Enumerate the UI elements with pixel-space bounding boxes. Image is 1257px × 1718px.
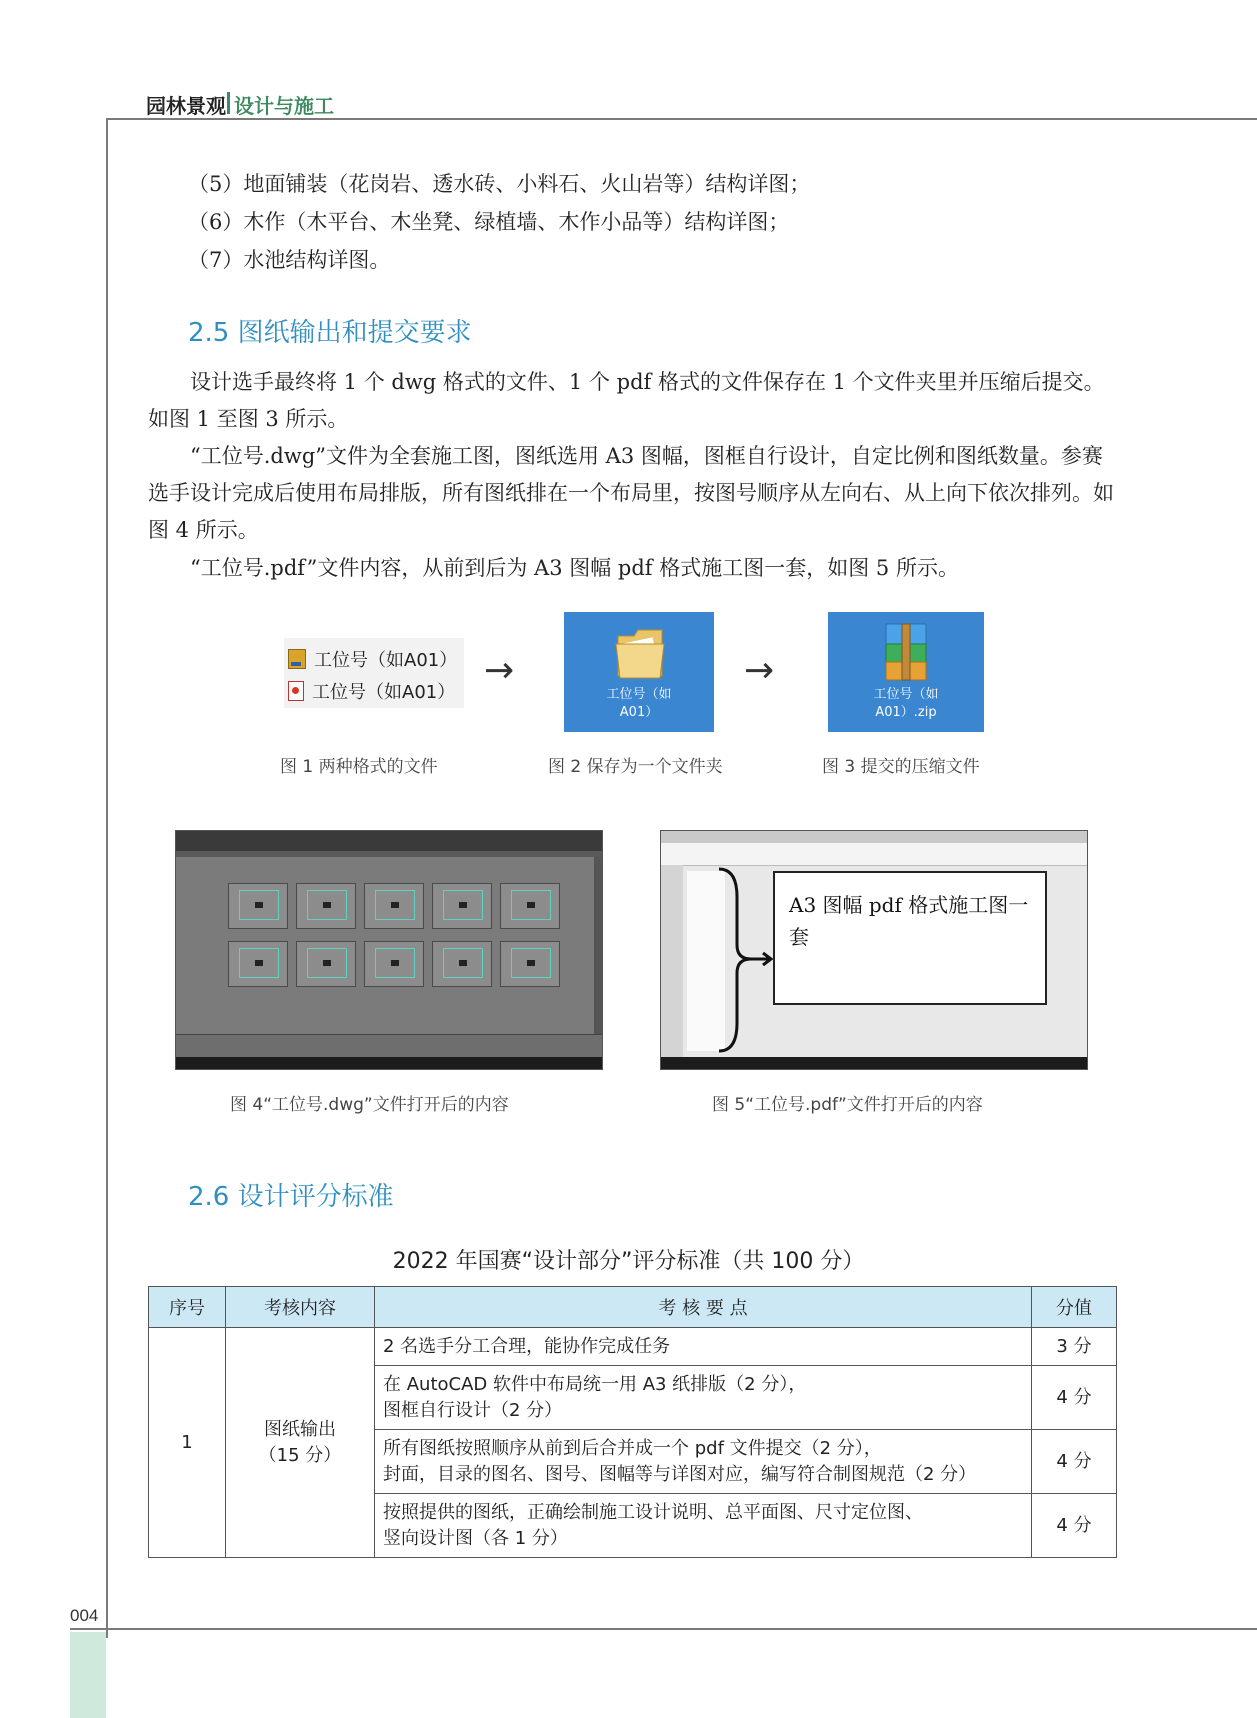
row-point xyxy=(375,1328,1032,1366)
group-content xyxy=(226,1328,375,1558)
figure-5-caption: 图 5“工位号.pdf”文件打开后的内容 xyxy=(712,1095,983,1115)
drawing-sheet xyxy=(432,883,492,929)
row-score: 4 分 xyxy=(1032,1430,1117,1494)
figure-1 xyxy=(284,638,464,708)
folder-icon xyxy=(612,622,668,680)
figure-2 xyxy=(564,612,714,732)
header-divider xyxy=(227,92,230,114)
row-point xyxy=(375,1366,1032,1430)
row-score: 4 分 xyxy=(1032,1366,1117,1430)
drawing-sheet xyxy=(500,883,560,929)
figure-2-caption: 图 2 保存为一个文件夹 xyxy=(548,757,723,777)
section-heading-2-5: 2.5 图纸输出和提交要求 xyxy=(188,318,472,348)
folder-label-line2: A01） xyxy=(619,705,659,720)
section-heading-2-6: 2.6 设计评分标准 xyxy=(188,1182,394,1212)
group-content-line2: （15 分） xyxy=(258,1444,342,1466)
drawing-sheet xyxy=(500,941,560,987)
table-header-row xyxy=(149,1287,1117,1328)
list-item: （6）木作（木平台、木坐凳、绿植墙、木作小品等）结构详图； xyxy=(188,210,790,234)
drawing-sheet xyxy=(228,941,288,987)
header-seq: 序号 xyxy=(149,1287,226,1328)
page-number: 004 xyxy=(70,1606,99,1625)
pdf-toolbar xyxy=(661,843,1087,866)
cad-nav-bar xyxy=(594,857,602,1037)
bottom-rule xyxy=(70,1628,1257,1630)
arrow-icon: → xyxy=(484,650,515,691)
drawing-sheet xyxy=(296,941,356,987)
windows-taskbar xyxy=(176,1057,602,1069)
header-score: 分值 xyxy=(1032,1287,1117,1328)
table-title: 2022 年国赛“设计部分”评分标准（共 100 分） xyxy=(392,1249,865,1274)
score-table xyxy=(148,1286,1117,1558)
header-subtitle: 设计与施工 xyxy=(234,94,334,118)
list-item: （7）水池结构详图。 xyxy=(188,248,391,272)
header-title: 园林景观 xyxy=(146,94,226,118)
cad-command-line xyxy=(176,1034,602,1057)
row-point-line2: 竖向设计图（各 1 分） xyxy=(383,1527,568,1549)
row-point-line1: 在 AutoCAD 软件中布局统一用 A3 纸排版（2 分）， xyxy=(383,1373,807,1395)
dwg-file-icon xyxy=(288,649,306,669)
row-point-line2: 图框自行设计（2 分） xyxy=(383,1399,563,1421)
figure-1-caption: 图 1 两种格式的文件 xyxy=(280,757,438,777)
top-rule xyxy=(106,118,1257,120)
zip-label-line2: A01）.zip xyxy=(875,705,937,720)
dwg-file-entry xyxy=(288,646,457,672)
dwg-file-name: 工位号（如A01） xyxy=(314,650,458,671)
windows-taskbar xyxy=(661,1057,1087,1069)
table-row xyxy=(149,1328,1117,1366)
left-rule xyxy=(106,118,108,1638)
pdf-side-panel xyxy=(661,865,683,1057)
folder-label-line1: 工位号（如 xyxy=(606,687,672,702)
zip-label-line1: 工位号（如 xyxy=(873,687,939,702)
brace-icon xyxy=(717,867,773,1053)
pdf-note-box xyxy=(773,871,1047,1005)
drawing-sheet xyxy=(364,883,424,929)
drawing-sheet xyxy=(296,883,356,929)
row-score: 4 分 xyxy=(1032,1494,1117,1558)
drawing-sheet xyxy=(432,941,492,987)
cad-ribbon xyxy=(176,851,602,857)
figure-4-cad-screenshot xyxy=(175,830,603,1070)
header-points: 考 核 要 点 xyxy=(375,1287,1032,1328)
row-point-line1: 按照提供的图纸，正确绘制施工设计说明、总平面图、尺寸定位图、 xyxy=(383,1501,923,1523)
paragraph-3: “工位号.pdf”文件内容，从前到后为 A3 图幅 pdf 格式施工图一套，如图 5 所示。 xyxy=(190,556,959,580)
row-point xyxy=(375,1494,1032,1558)
row-point xyxy=(375,1430,1032,1494)
pdf-file-entry xyxy=(288,678,455,704)
list-item: （5）地面铺装（花岗岩、透水砖、小料石、火山岩等）结构详图； xyxy=(188,172,811,196)
pdf-note-text: A3 图幅 pdf 格式施工图一套 xyxy=(789,893,1029,949)
figure-4-caption: 图 4“工位号.dwg”文件打开后的内容 xyxy=(230,1095,509,1115)
row-point-line1: 2 名选手分工合理，能协作完成任务 xyxy=(383,1335,671,1357)
drawing-sheet xyxy=(364,941,424,987)
row-point-line1: 所有图纸按照顺序从前到后合并成一个 pdf 文件提交（2 分）， xyxy=(383,1437,882,1459)
cad-toolbar xyxy=(176,831,602,851)
figure-3 xyxy=(828,612,984,732)
row-score: 3 分 xyxy=(1032,1328,1117,1366)
paragraph-2: “工位号.dwg”文件为全套施工图，图纸选用 A3 图幅，图框自行设计，自定比例和图纸数量。参赛选手设计完成后使用布局排版，所有图纸排在一个布局里，按图号顺序从左向右、从上向下依次排列。如图 4 所示。 xyxy=(148,444,1114,542)
paragraph-1: 设计选手最终将 1 个 dwg 格式的文件、1 个 pdf 格式的文件保存在 1 个文件夹里并压缩后提交。如图 1 至图 3 所示。 xyxy=(148,370,1105,431)
group-number: 1 xyxy=(149,1328,226,1558)
figure-3-caption: 图 3 提交的压缩文件 xyxy=(822,757,980,777)
footer-accent xyxy=(70,1632,106,1718)
pdf-file-icon xyxy=(288,681,304,701)
zip-archive-icon xyxy=(878,620,934,682)
figure-5-pdf-screenshot xyxy=(660,830,1088,1070)
header-content: 考核内容 xyxy=(226,1287,375,1328)
pdf-file-name: 工位号（如A01） xyxy=(312,682,456,703)
group-content-line1: 图纸输出 xyxy=(264,1418,336,1440)
browser-tabs xyxy=(661,831,1087,843)
drawing-sheet xyxy=(228,883,288,929)
row-point-line2: 封面，目录的图名、图号、图幅等与详图对应，编写符合制图规范（2 分） xyxy=(383,1463,977,1485)
arrow-icon: → xyxy=(744,650,775,691)
